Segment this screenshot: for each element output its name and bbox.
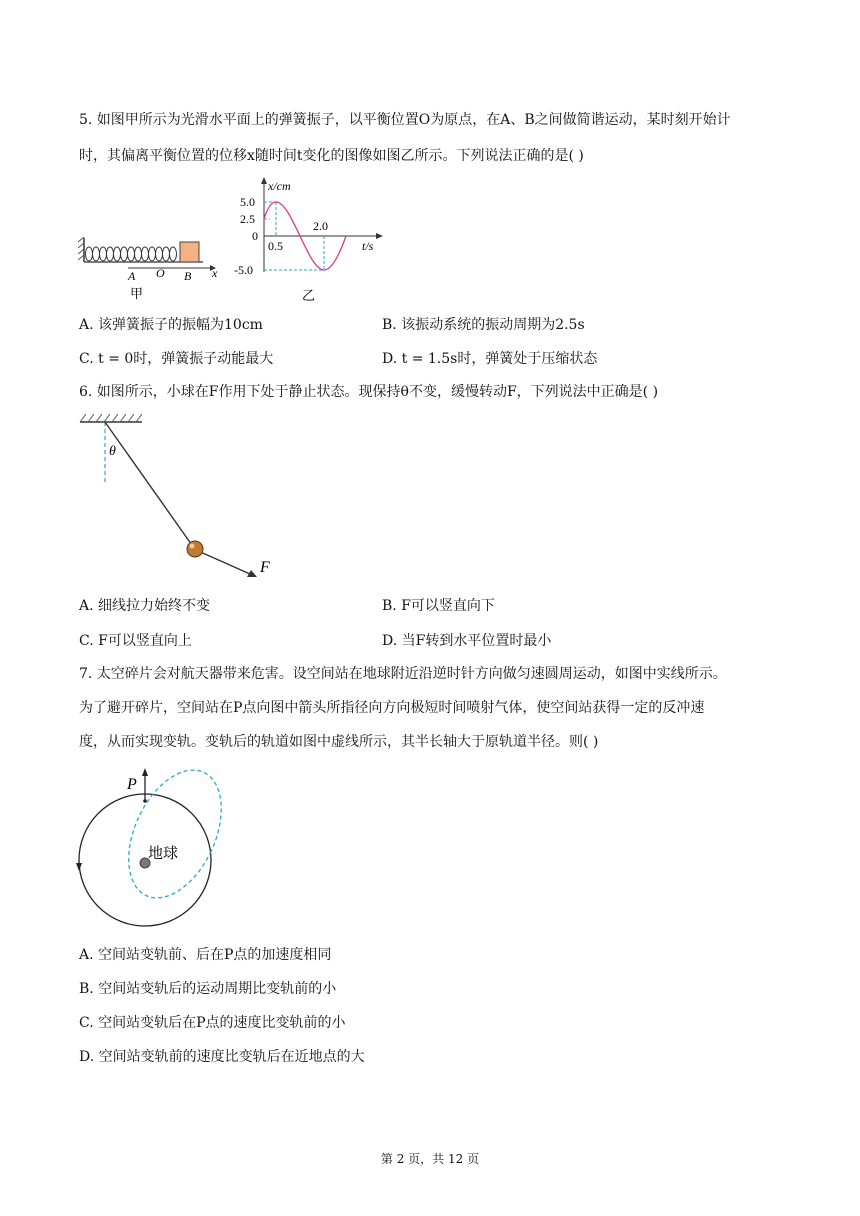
q7-option-A[interactable]: A. 空间站变轨前、后在P点的加速度相同 [79, 947, 332, 963]
q7-stem-line1: 7. 太空碎片会对航天器带来危害。设空间站在地球附近沿逆时针方向做匀速圆周运动，如图中实线所示。 [79, 666, 727, 682]
q5-figure-xt-graph [228, 174, 388, 304]
earth-label: 地球 [148, 846, 179, 862]
q5-stem-line2: 时，其偏离平衡位置的位移x随时间t变化的图像如图乙所示。下列说法正确的是( ) [79, 148, 584, 164]
y-axis-label: x/cm [268, 179, 291, 193]
q7-option-B[interactable]: B. 空间站变轨后的运动周期比变轨前的小 [79, 981, 337, 997]
page-footer: 第 2 页，共 12 页 [380, 1152, 480, 1166]
point-P-label: P [127, 776, 137, 793]
q6-option-A[interactable]: A. 细线拉力始终不变 [79, 598, 211, 614]
tick-5: 5.0 [240, 195, 255, 209]
label-O: O [156, 266, 165, 280]
q6-stem-line1: 6. 如图所示，小球在F作用下处于静止状态。现保持θ不变，缓慢转动F，下列说法中正确是( ) [79, 384, 659, 400]
q5-option-A[interactable]: A. 该弹簧振子的振幅为10cm [79, 317, 263, 333]
label-x: x [212, 266, 218, 280]
q7-figure-orbit [72, 762, 242, 932]
label-A: A [128, 269, 136, 283]
q7-option-C[interactable]: C. 空间站变轨后在P点的速度比变轨前的小 [79, 1015, 346, 1031]
q5-option-C[interactable]: C. t = 0时，弹簧振子动能最大 [79, 351, 274, 367]
tick-2-5: 2.5 [240, 212, 255, 226]
tick-0-5: 0.5 [268, 239, 283, 253]
q5-stem-line1: 5. 如图甲所示为光滑水平面上的弹簧振子，以平衡位置O为原点，在A、B之间做简谐运动，某时刻开始计 [79, 112, 731, 128]
q7-stem-line3: 度，从而实现变轨。变轨后的轨道如图中虚线所示，其半长轴大于原轨道半径。则( ) [79, 734, 599, 750]
label-B: B [184, 269, 192, 283]
x-axis-label: t/s [362, 239, 374, 253]
q6-option-D[interactable]: D. 当F转到水平位置时最小 [382, 633, 552, 649]
force-label: F [260, 559, 270, 576]
q6-figure-pendulum [76, 410, 286, 586]
q7-option-D[interactable]: D. 空间站变轨前的速度比变轨后在近地点的大 [79, 1049, 365, 1065]
caption-yi: 乙 [302, 288, 316, 303]
q5-option-D[interactable]: D. t = 1.5s时，弹簧处于压缩状态 [382, 351, 598, 367]
q5-figure-spring-oscillator [78, 232, 228, 304]
tick-minus-5: -5.0 [234, 263, 253, 277]
tick-2-0: 2.0 [313, 219, 328, 233]
tick-0: 0 [252, 229, 258, 243]
q6-option-B[interactable]: B. F可以竖直向下 [382, 598, 495, 614]
q5-option-B[interactable]: B. 该振动系统的振动周期为2.5s [382, 317, 585, 333]
caption-jia: 甲 [130, 286, 144, 301]
theta-label: θ [109, 444, 116, 459]
q6-option-C[interactable]: C. F可以竖直向上 [79, 633, 192, 649]
q7-stem-line2: 为了避开碎片，空间站在P点向图中箭头所指径向方向极短时间喷射气体，使空间站获得一定的反冲速 [79, 700, 705, 716]
